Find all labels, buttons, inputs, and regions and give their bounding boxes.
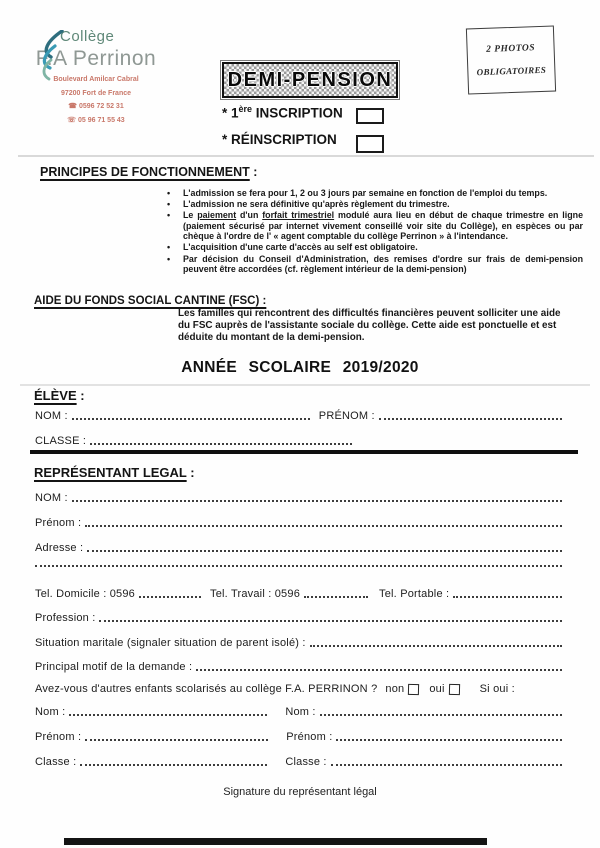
fsc-heading: AIDE DU FONDS SOCIAL CANTINE (FSC) : <box>34 295 267 307</box>
child-right-nom-field <box>320 714 562 716</box>
tel-travail-field <box>304 596 368 598</box>
child-left-nom-label: Nom : <box>35 706 66 718</box>
child-right-classe-label: Classe : <box>285 756 327 768</box>
first-inscription-superscript: ère <box>238 104 253 114</box>
school-logo-icon <box>34 30 66 82</box>
oui-checkbox[interactable] <box>448 683 459 694</box>
school-type-label: Collège <box>60 28 115 45</box>
situation-field <box>310 645 562 647</box>
motif-field <box>196 669 562 671</box>
reinscription-checkbox[interactable] <box>356 135 384 153</box>
child-left-classe-label: Classe : <box>35 756 77 768</box>
child-left-classe-field <box>80 764 267 766</box>
first-inscription-label <box>222 104 343 121</box>
situation-label: Situation maritale (signaler situation de parent isolé) : <box>35 637 306 649</box>
child-right-prenom-field <box>336 739 562 741</box>
student-heading <box>34 388 85 403</box>
other-children-question: Avez-vous d'autres enfants scolarisés au collège F.A. PERRINON ? <box>35 683 378 695</box>
profession-field <box>99 620 562 622</box>
scan-bottom-bar <box>64 838 487 845</box>
school-phone: ☎ 0596 72 52 31 <box>68 103 124 110</box>
student-nom-field <box>72 418 310 420</box>
school-logo <box>26 28 166 125</box>
principles-heading-colon: : <box>249 165 258 179</box>
rep-adresse-row <box>35 542 565 554</box>
rep-adresse-label: Adresse : <box>35 542 84 554</box>
non-label: non <box>385 683 405 695</box>
child-right-nom-label: Nom : <box>285 706 316 718</box>
tel-travail-label: Tel. Travail : 0596 <box>210 588 301 600</box>
rep-adresse-field-2 <box>35 565 562 567</box>
child-left-prenom-field <box>85 739 268 741</box>
signature-label: Signature du représentant légal <box>223 786 377 798</box>
student-nom-label: NOM : <box>35 410 68 422</box>
principles-heading <box>40 165 257 179</box>
other-children-question-row <box>35 683 565 695</box>
school-fax: ☏ 05 96 71 55 43 <box>67 116 125 124</box>
bullet-3-part-1: Le <box>183 210 198 221</box>
bullet-3-part-2: d'un <box>236 210 263 221</box>
principle-bullet-1: • L'admission se fera pour 1, 2 ou 3 jours par semaine en fonction de l'emploi du temps. <box>183 188 583 199</box>
school-address-line-2: 97200 Fort de France <box>60 89 132 97</box>
child-right-classe-field <box>331 764 562 766</box>
child-left-nom-field <box>69 714 267 716</box>
school-year-title: ANNÉE SCOLAIRE 2019/2020 <box>181 359 419 376</box>
bullet-3-underline-2: forfait trimestriel <box>262 210 335 221</box>
rep-nom-field <box>72 500 562 502</box>
photos-mandatory-label: OBLIGATOIRES <box>476 64 547 78</box>
student-heading-colon: : <box>76 388 85 403</box>
representative-heading-colon: : <box>186 465 195 480</box>
year-divider <box>20 384 590 386</box>
principle-bullet-2: • L'admission ne sera définitive qu'après règlement du trimestre. <box>183 199 583 210</box>
motif-row <box>35 661 565 673</box>
student-name-row <box>35 410 565 422</box>
photos-count-label: 2 PHOTOS <box>485 43 536 55</box>
child-nom-row <box>35 706 565 718</box>
oui-label: oui <box>429 683 445 695</box>
principle-bullet-4: • L'acquisition d'une carte d'accès au self est obligatoire. <box>183 242 583 253</box>
rep-phones-row <box>35 588 565 600</box>
representative-heading <box>34 465 195 480</box>
principle-bullet-5: • Par décision du Conseil d'Administration, des remises d'ordre sur frais de demi-pension peuvent être accordées (cf. règlement intérieur de la demi-pension) <box>183 254 583 275</box>
reinscription-label: * RÉINSCRIPTION <box>222 132 337 147</box>
student-classe-field <box>90 443 352 445</box>
principles-list <box>183 188 583 275</box>
child-prenom-row <box>35 731 565 743</box>
representative-heading-text: REPRÉSENTANT LEGAL <box>34 465 187 480</box>
child-left-prenom-label: Prénom : <box>35 731 82 743</box>
student-heading-text: ÉLÈVE <box>34 388 77 403</box>
situation-row <box>35 637 565 649</box>
section-divider <box>30 450 578 454</box>
child-right-prenom-label: Prénom : <box>286 731 333 743</box>
tel-portable-label: Tel. Portable : <box>379 588 450 600</box>
child-classe-row <box>35 756 565 768</box>
motif-label: Principal motif de la demande : <box>35 661 193 673</box>
tel-domicile-field <box>139 596 201 598</box>
tel-domicile-label: Tel. Domicile : 0596 <box>35 588 135 600</box>
first-inscription-prefix: * 1 <box>222 105 239 121</box>
profession-label: Profession : <box>35 612 96 624</box>
first-inscription-checkbox[interactable] <box>356 108 384 124</box>
rep-nom-label: NOM : <box>35 492 68 504</box>
form-title-box <box>222 62 398 98</box>
student-prenom-label: PRÉNOM : <box>318 410 375 422</box>
rep-adresse-field <box>87 550 562 552</box>
non-checkbox[interactable] <box>408 683 419 694</box>
fsc-body-text: Les familles qui rencontrent des difficultés financières peuvent solliciter une aide du FSC auprès de l'assistante sociale du collège. Cette aide est ponctuelle et est déduite du montant de la demi-pension. <box>178 308 561 343</box>
principle-bullet-3 <box>183 210 583 242</box>
student-class-row <box>35 435 355 447</box>
first-inscription-rest: INSCRIPTION <box>252 105 343 121</box>
si-oui-label: Si oui : <box>479 683 515 695</box>
student-classe-label: CLASSE : <box>35 435 87 447</box>
rep-prenom-row <box>35 517 565 529</box>
rep-adresse-row-2 <box>35 565 565 569</box>
rep-prenom-label: Prénom : <box>35 517 82 529</box>
bullet-3-underline-1: paiement <box>197 210 237 221</box>
school-name-label: F.A Perrinon <box>35 47 157 70</box>
photos-required-box <box>466 25 556 94</box>
form-title: DEMI-PENSION <box>227 68 393 91</box>
school-address-line-1: Boulevard Amilcar Cabral <box>53 76 139 83</box>
bullet-3-part-3: modulé aura lieu en début de chaque trimestre en ligne (paiement sécurisé par internet vivement conseillé voir site du Collège), en espèces ou par chèque à l'ordre de l' « agent comptable du collège Perrinon » à l'intendance. <box>183 210 583 242</box>
profession-row <box>35 612 565 624</box>
principles-heading-text: PRINCIPES DE FONCTIONNEMENT <box>40 165 250 179</box>
rep-prenom-field <box>85 525 562 527</box>
header-divider <box>18 155 594 157</box>
rep-nom-row <box>35 492 565 504</box>
student-prenom-field <box>379 418 562 420</box>
tel-portable-field <box>453 596 562 598</box>
